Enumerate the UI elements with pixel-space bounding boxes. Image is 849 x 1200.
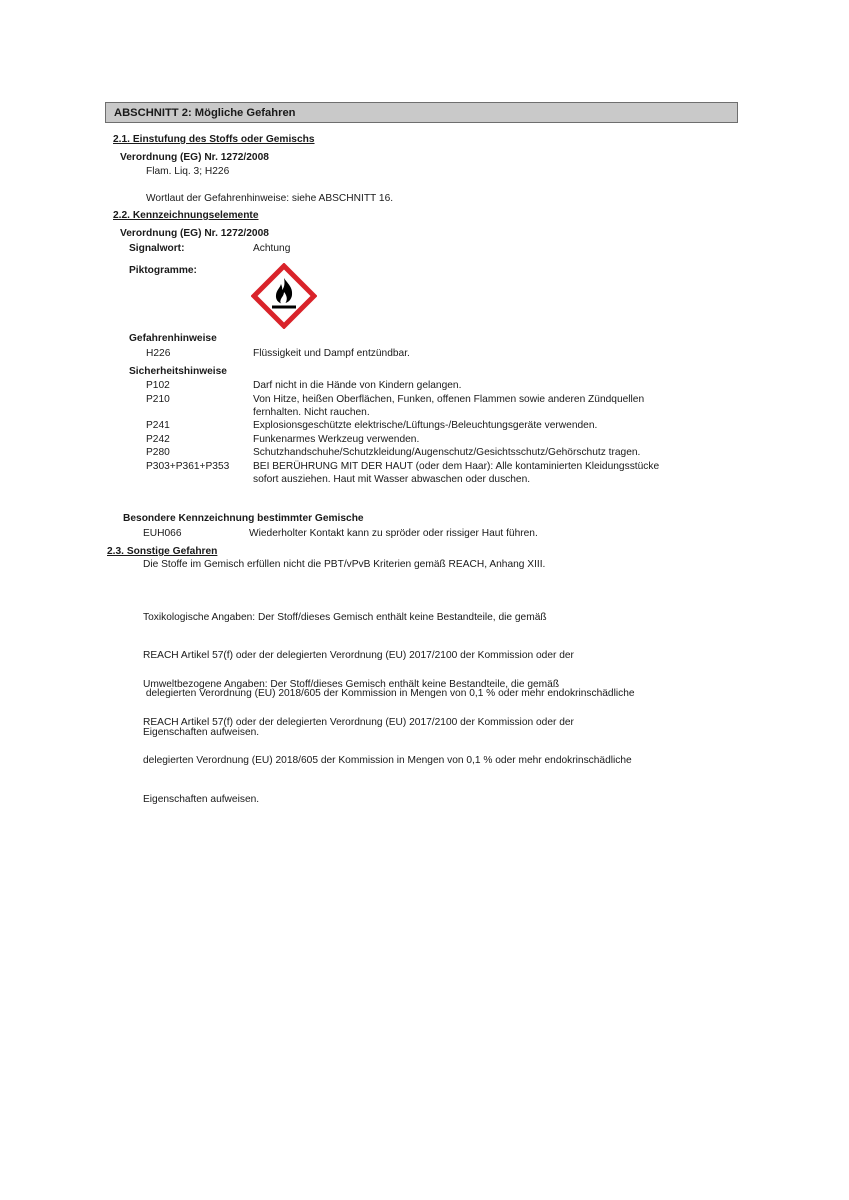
pictogram-label: Piktogramme:	[129, 265, 197, 276]
special-text: Wiederholter Kontakt kann zu spröder oder rissiger Haut führen.	[249, 528, 538, 539]
precaution-text-continued: fernhalten. Nicht rauchen.	[253, 407, 370, 418]
precaution-text: Schutzhandschuhe/Schutzkleidung/Augenschutz/Gesichtsschutz/Gehörschutz tragen.	[253, 447, 641, 458]
special-code: EUH066	[143, 528, 182, 539]
signal-word-label: Signalwort:	[129, 243, 185, 254]
regulation-label-2: Verordnung (EG) Nr. 1272/2008	[120, 228, 269, 239]
toxicological-line: delegierten Verordnung (EU) 2018/605 der Kommission in Mengen von 0,1 % oder mehr endokrinschädliche	[143, 688, 635, 700]
environmental-info	[143, 653, 632, 819]
precaution-code: P102	[146, 380, 170, 391]
precaution-text-continued: sofort ausziehen. Haut mit Wasser abwaschen oder duschen.	[253, 474, 531, 485]
special-labelling-label: Besondere Kennzeichnung bestimmter Gemische	[123, 513, 364, 524]
precautionary-statements-label: Sicherheitshinweise	[129, 366, 227, 377]
wording-note: Wortlaut der Gefahrenhinweise: siehe ABSCHNITT 16.	[146, 193, 394, 204]
classification-text: Flam. Liq. 3; H226	[146, 166, 230, 177]
precaution-code: P210	[146, 394, 170, 405]
toxicological-line: Eigenschaften aufweisen.	[143, 726, 260, 738]
toxicological-line: Toxikologische Angaben: Der Stoff/dieses Gemisch enthält keine Bestandteile, die gemäß	[143, 611, 547, 623]
environmental-line: Eigenschaften aufweisen.	[143, 793, 260, 805]
heading-2-2: 2.2. Kennzeichnungselemente	[113, 210, 259, 221]
precaution-code: P241	[146, 420, 170, 431]
flame-icon	[251, 263, 317, 329]
heading-2-3: 2.3. Sonstige Gefahren	[107, 546, 218, 557]
environmental-line: Umweltbezogene Angaben: Der Stoff/dieses Gemisch enthält keine Bestandteile, die gemäß	[143, 678, 560, 690]
precaution-text: Funkenarmes Werkzeug verwenden.	[253, 434, 420, 445]
regulation-label: Verordnung (EG) Nr. 1272/2008	[120, 152, 269, 163]
section-header	[105, 102, 738, 123]
precaution-code: P280	[146, 447, 170, 458]
section-title: ABSCHNITT 2: Mögliche Gefahren	[114, 107, 296, 119]
hazard-code: H226	[146, 348, 171, 359]
signal-word-value: Achtung	[253, 243, 291, 254]
precaution-text: Explosionsgeschützte elektrische/Lüftungs-/Beleuchtungsgeräte verwenden.	[253, 420, 598, 431]
toxicological-line: REACH Artikel 57(f) oder der delegierten Verordnung (EU) 2017/2100 der Kommission oder der	[143, 649, 574, 661]
precaution-code: P303+P361+P353	[146, 461, 230, 472]
environmental-line: REACH Artikel 57(f) oder der delegierten Verordnung (EU) 2017/2100 der Kommission oder der	[143, 716, 574, 728]
precaution-code: P242	[146, 434, 170, 445]
hazard-statements-label: Gefahrenhinweise	[129, 333, 217, 344]
precaution-text: Darf nicht in die Hände von Kindern gelangen.	[253, 380, 462, 391]
precaution-text: Von Hitze, heißen Oberflächen, Funken, offenen Flammen sowie anderen Zündquellen	[253, 394, 645, 405]
environmental-line: delegierten Verordnung (EU) 2018/605 der Kommission in Mengen von 0,1 % oder mehr endokrinschädliche	[143, 755, 632, 767]
hazard-text: Flüssigkeit und Dampf entzündbar.	[253, 348, 410, 359]
pbt-statement: Die Stoffe im Gemisch erfüllen nicht die PBT/vPvB Kriterien gemäß REACH, Anhang XIII.	[143, 559, 546, 570]
heading-2-1: 2.1. Einstufung des Stoffs oder Gemischs	[113, 134, 315, 145]
precaution-text: BEI BERÜHRUNG MIT DER HAUT (oder dem Haar): Alle kontaminierten Kleidungsstücke	[253, 461, 660, 472]
